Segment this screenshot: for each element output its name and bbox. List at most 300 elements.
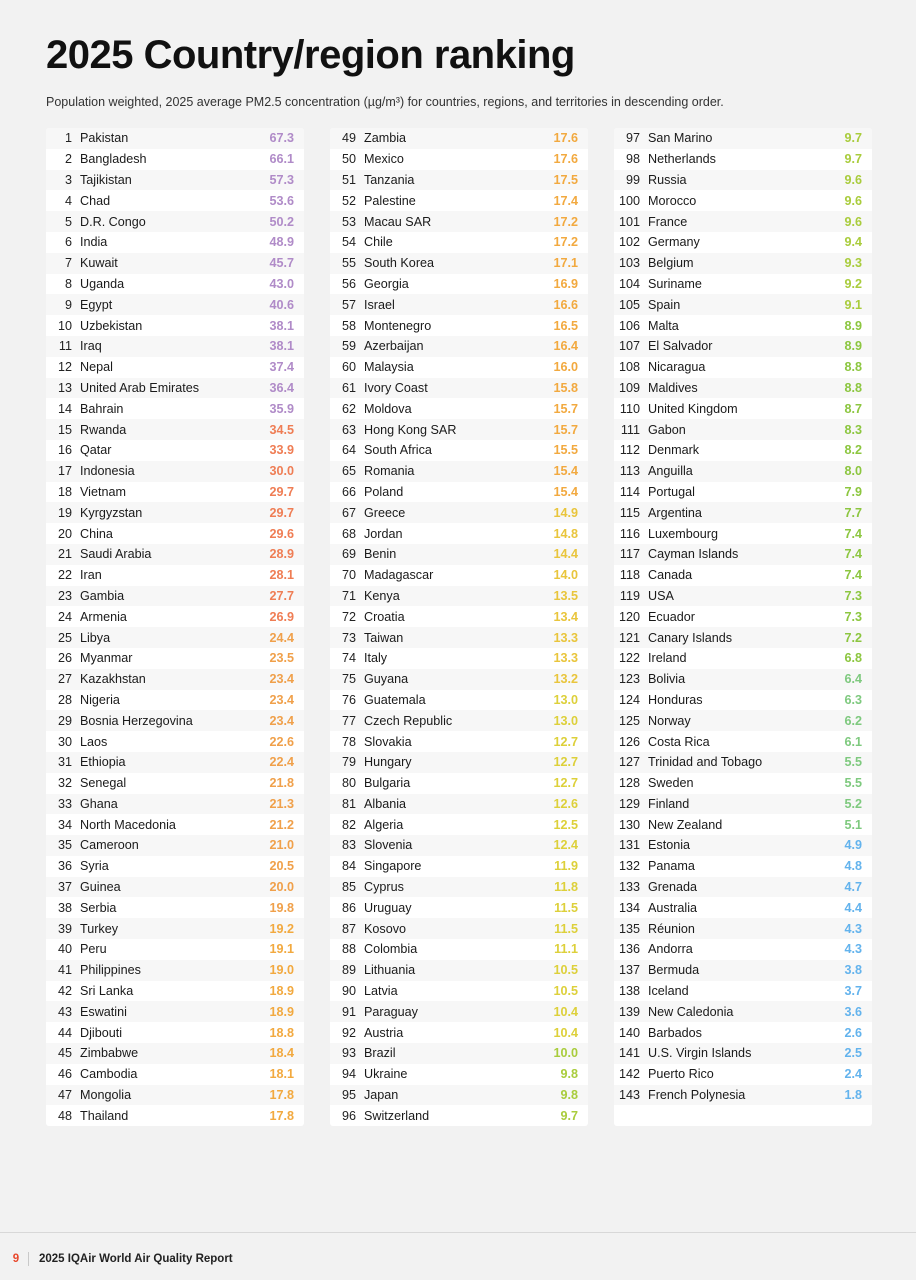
table-row bbox=[614, 398, 872, 419]
row-pm25-value: 9.6 bbox=[844, 193, 862, 208]
table-row bbox=[46, 170, 304, 191]
row-rank: 16 bbox=[57, 443, 72, 458]
row-pm25-value: 17.4 bbox=[553, 193, 578, 208]
row-pm25-value: 16.0 bbox=[553, 360, 578, 375]
row-rank: 36 bbox=[57, 859, 72, 874]
table-row bbox=[46, 877, 304, 898]
row-country-name: China bbox=[80, 526, 113, 541]
table-row bbox=[46, 211, 304, 232]
row-pm25-value: 6.2 bbox=[844, 713, 862, 728]
row-rank: 71 bbox=[341, 588, 356, 603]
row-pm25-value: 38.1 bbox=[269, 339, 294, 354]
table-row bbox=[330, 731, 588, 752]
row-pm25-value: 18.1 bbox=[269, 1067, 294, 1082]
row-pm25-value: 11.5 bbox=[554, 921, 578, 936]
row-country-name: Bahrain bbox=[80, 401, 124, 416]
table-row bbox=[46, 274, 304, 295]
row-country-name: Kyrgyzstan bbox=[80, 505, 143, 520]
row-pm25-value: 3.8 bbox=[844, 963, 862, 978]
row-rank: 114 bbox=[619, 484, 640, 499]
row-pm25-value: 6.1 bbox=[844, 734, 862, 749]
table-row bbox=[46, 939, 304, 960]
row-rank: 61 bbox=[341, 380, 356, 395]
row-pm25-value: 40.6 bbox=[269, 297, 294, 312]
table-row bbox=[330, 232, 588, 253]
row-rank: 111 bbox=[620, 422, 640, 437]
row-country-name: Morocco bbox=[648, 193, 697, 208]
table-row bbox=[614, 586, 872, 607]
report-name: 2025 IQAir World Air Quality Report bbox=[39, 1253, 233, 1265]
row-country-name: Georgia bbox=[364, 276, 409, 291]
row-pm25-value: 17.2 bbox=[553, 235, 578, 250]
row-rank: 134 bbox=[618, 900, 640, 915]
table-row bbox=[330, 419, 588, 440]
row-pm25-value: 17.1 bbox=[553, 256, 578, 271]
footer-divider bbox=[0, 1232, 916, 1233]
row-country-name: Uganda bbox=[80, 276, 125, 291]
table-row bbox=[330, 315, 588, 336]
row-rank: 120 bbox=[618, 609, 640, 624]
row-country-name: Finland bbox=[648, 796, 690, 811]
row-rank: 10 bbox=[57, 318, 72, 333]
table-row bbox=[614, 1085, 872, 1106]
row-rank: 94 bbox=[341, 1067, 356, 1082]
row-pm25-value: 29.6 bbox=[269, 526, 294, 541]
row-rank: 81 bbox=[341, 796, 356, 811]
row-pm25-value: 19.1 bbox=[269, 942, 294, 957]
row-rank: 26 bbox=[57, 651, 72, 666]
table-row bbox=[330, 523, 588, 544]
row-pm25-value: 4.7 bbox=[844, 880, 862, 895]
row-pm25-value: 17.6 bbox=[553, 131, 578, 146]
table-row bbox=[330, 482, 588, 503]
table-row bbox=[614, 773, 872, 794]
row-rank: 48 bbox=[57, 1108, 72, 1123]
table-row bbox=[330, 773, 588, 794]
row-pm25-value: 19.0 bbox=[269, 963, 294, 978]
row-rank: 53 bbox=[341, 214, 356, 229]
row-rank: 118 bbox=[619, 568, 640, 583]
row-pm25-value: 13.3 bbox=[553, 630, 578, 645]
row-pm25-value: 10.0 bbox=[553, 1046, 578, 1061]
row-pm25-value: 10.5 bbox=[553, 963, 578, 978]
row-rank: 73 bbox=[341, 630, 356, 645]
row-rank: 17 bbox=[57, 464, 72, 479]
table-row bbox=[614, 606, 872, 627]
row-country-name: Colombia bbox=[364, 942, 418, 957]
table-row bbox=[330, 274, 588, 295]
page-title: 2025 Country/region ranking bbox=[46, 32, 575, 77]
table-row bbox=[46, 856, 304, 877]
table-row bbox=[46, 149, 304, 170]
row-rank: 128 bbox=[618, 776, 640, 791]
row-pm25-value: 5.5 bbox=[844, 776, 862, 791]
row-country-name: USA bbox=[648, 588, 674, 603]
row-rank: 100 bbox=[618, 193, 640, 208]
row-pm25-value: 5.5 bbox=[844, 755, 862, 770]
row-country-name: Pakistan bbox=[80, 131, 129, 146]
row-rank: 18 bbox=[57, 484, 72, 499]
row-country-name: Cameroon bbox=[80, 838, 139, 853]
row-rank: 6 bbox=[64, 235, 72, 250]
table-row bbox=[614, 502, 872, 523]
row-rank: 108 bbox=[618, 360, 640, 375]
row-country-name: Brazil bbox=[364, 1046, 396, 1061]
row-rank: 32 bbox=[57, 776, 72, 791]
row-country-name: Honduras bbox=[648, 692, 703, 707]
row-pm25-value: 18.9 bbox=[269, 984, 294, 999]
row-country-name: Cambodia bbox=[80, 1067, 138, 1082]
table-row bbox=[46, 461, 304, 482]
table-row bbox=[330, 814, 588, 835]
row-country-name: Hong Kong SAR bbox=[364, 422, 457, 437]
row-country-name: Iraq bbox=[80, 339, 102, 354]
row-country-name: Israel bbox=[364, 297, 395, 312]
table-row bbox=[614, 1001, 872, 1022]
row-country-name: Ethiopia bbox=[80, 755, 126, 770]
row-pm25-value: 19.2 bbox=[269, 921, 294, 936]
row-rank: 2 bbox=[64, 152, 72, 167]
row-rank: 63 bbox=[341, 422, 356, 437]
row-country-name: Qatar bbox=[80, 443, 112, 458]
table-row bbox=[46, 502, 304, 523]
row-country-name: Cyprus bbox=[364, 880, 404, 895]
row-pm25-value: 16.5 bbox=[553, 318, 578, 333]
row-pm25-value: 8.2 bbox=[844, 443, 862, 458]
row-pm25-value: 9.7 bbox=[844, 131, 862, 146]
table-row bbox=[46, 336, 304, 357]
row-country-name: Australia bbox=[648, 900, 697, 915]
row-rank: 133 bbox=[618, 880, 640, 895]
table-row bbox=[614, 794, 872, 815]
row-pm25-value: 20.0 bbox=[269, 880, 294, 895]
page-subtitle: Population weighted, 2025 average PM2.5 concentration (µg/m³) for countries, regions, and territories in descending order. bbox=[46, 94, 724, 109]
table-row bbox=[46, 752, 304, 773]
row-country-name: Macau SAR bbox=[364, 214, 432, 229]
row-pm25-value: 13.3 bbox=[553, 651, 578, 666]
row-rank: 99 bbox=[625, 172, 640, 187]
row-pm25-value: 8.3 bbox=[844, 422, 862, 437]
table-row bbox=[46, 1064, 304, 1085]
row-rank: 43 bbox=[57, 1004, 72, 1019]
table-row bbox=[46, 1001, 304, 1022]
row-country-name: Estonia bbox=[648, 838, 691, 853]
row-pm25-value: 9.4 bbox=[844, 235, 862, 250]
row-rank: 4 bbox=[64, 193, 72, 208]
row-rank: 12 bbox=[57, 360, 72, 375]
row-pm25-value: 11.1 bbox=[554, 942, 578, 957]
table-row bbox=[330, 710, 588, 731]
row-pm25-value: 50.2 bbox=[269, 214, 294, 229]
row-pm25-value: 7.3 bbox=[844, 588, 862, 603]
row-country-name: Philippines bbox=[80, 963, 141, 978]
row-pm25-value: 13.0 bbox=[553, 692, 578, 707]
table-row bbox=[614, 648, 872, 669]
row-rank: 52 bbox=[341, 193, 356, 208]
row-rank: 101 bbox=[618, 214, 640, 229]
row-country-name: Germany bbox=[648, 235, 700, 250]
row-pm25-value: 11.9 bbox=[554, 859, 578, 874]
row-country-name: Zambia bbox=[364, 131, 406, 146]
table-row bbox=[614, 939, 872, 960]
table-row bbox=[614, 835, 872, 856]
row-country-name: Turkey bbox=[80, 921, 119, 936]
table-row bbox=[46, 315, 304, 336]
row-country-name: Ghana bbox=[80, 796, 118, 811]
row-country-name: Palestine bbox=[364, 193, 416, 208]
row-pm25-value: 3.7 bbox=[844, 984, 862, 999]
row-pm25-value: 9.7 bbox=[560, 1108, 578, 1123]
table-row bbox=[614, 918, 872, 939]
table-row bbox=[330, 897, 588, 918]
row-pm25-value: 38.1 bbox=[269, 318, 294, 333]
row-rank: 75 bbox=[341, 672, 356, 687]
row-country-name: Japan bbox=[364, 1088, 399, 1103]
row-pm25-value: 5.2 bbox=[844, 796, 862, 811]
row-rank: 112 bbox=[619, 443, 640, 458]
row-country-name: Spain bbox=[648, 297, 681, 312]
row-pm25-value: 8.8 bbox=[844, 360, 862, 375]
table-row bbox=[614, 856, 872, 877]
row-rank: 104 bbox=[618, 276, 640, 291]
row-pm25-value: 29.7 bbox=[269, 484, 294, 499]
row-rank: 126 bbox=[618, 734, 640, 749]
row-country-name: Kenya bbox=[364, 588, 400, 603]
table-row bbox=[330, 1022, 588, 1043]
row-rank: 129 bbox=[618, 796, 640, 811]
table-row bbox=[614, 357, 872, 378]
row-pm25-value: 4.3 bbox=[844, 942, 862, 957]
row-rank: 113 bbox=[619, 464, 640, 479]
row-rank: 19 bbox=[57, 505, 72, 520]
row-pm25-value: 2.4 bbox=[844, 1067, 862, 1082]
row-pm25-value: 18.9 bbox=[269, 1004, 294, 1019]
row-country-name: Tanzania bbox=[364, 172, 415, 187]
table-row bbox=[330, 1064, 588, 1085]
row-country-name: Bolivia bbox=[648, 672, 686, 687]
table-row bbox=[614, 274, 872, 295]
table-row bbox=[330, 1085, 588, 1106]
row-pm25-value: 7.4 bbox=[844, 568, 862, 583]
row-pm25-value: 15.4 bbox=[553, 484, 578, 499]
row-rank: 107 bbox=[618, 339, 640, 354]
table-row bbox=[614, 440, 872, 461]
row-pm25-value: 12.4 bbox=[553, 838, 578, 853]
table-row bbox=[330, 669, 588, 690]
row-pm25-value: 16.9 bbox=[553, 276, 578, 291]
row-rank: 79 bbox=[341, 755, 356, 770]
row-rank: 70 bbox=[341, 568, 356, 583]
row-rank: 131 bbox=[618, 838, 640, 853]
row-rank: 49 bbox=[341, 131, 356, 146]
table-row bbox=[614, 190, 872, 211]
row-country-name: Sweden bbox=[648, 776, 694, 791]
table-row bbox=[614, 523, 872, 544]
row-rank: 69 bbox=[341, 547, 356, 562]
row-rank: 35 bbox=[57, 838, 72, 853]
table-row bbox=[46, 918, 304, 939]
table-row bbox=[330, 565, 588, 586]
row-rank: 103 bbox=[618, 256, 640, 271]
row-rank: 93 bbox=[341, 1046, 356, 1061]
table-row bbox=[46, 482, 304, 503]
row-country-name: Barbados bbox=[648, 1025, 702, 1040]
row-country-name: Libya bbox=[80, 630, 111, 645]
table-row bbox=[46, 794, 304, 815]
row-country-name: Kuwait bbox=[80, 256, 118, 271]
table-row bbox=[330, 336, 588, 357]
table-row bbox=[46, 1043, 304, 1064]
row-rank: 88 bbox=[341, 942, 356, 957]
row-country-name: Laos bbox=[80, 734, 108, 749]
table-row bbox=[330, 877, 588, 898]
table-row bbox=[46, 669, 304, 690]
table-row bbox=[330, 794, 588, 815]
table-row bbox=[614, 752, 872, 773]
table-row bbox=[46, 253, 304, 274]
row-country-name: Chad bbox=[80, 193, 111, 208]
table-row bbox=[614, 1064, 872, 1085]
table-row bbox=[46, 544, 304, 565]
row-pm25-value: 19.8 bbox=[269, 900, 294, 915]
row-country-name: Sri Lanka bbox=[80, 984, 134, 999]
row-country-name: Norway bbox=[648, 713, 691, 728]
row-pm25-value: 36.4 bbox=[269, 380, 294, 395]
row-rank: 117 bbox=[619, 547, 640, 562]
row-rank: 89 bbox=[341, 963, 356, 978]
row-rank: 115 bbox=[619, 505, 640, 520]
table-row bbox=[46, 731, 304, 752]
row-rank: 110 bbox=[619, 401, 640, 416]
row-pm25-value: 20.5 bbox=[269, 859, 294, 874]
ranking-column-2 bbox=[330, 128, 588, 1126]
row-pm25-value: 9.8 bbox=[560, 1088, 578, 1103]
row-rank: 22 bbox=[57, 568, 72, 583]
row-pm25-value: 8.0 bbox=[844, 464, 862, 479]
row-country-name: French Polynesia bbox=[648, 1088, 746, 1103]
row-rank: 24 bbox=[57, 609, 72, 624]
table-row bbox=[46, 981, 304, 1002]
ranking-columns bbox=[46, 128, 872, 1126]
row-country-name: Argentina bbox=[648, 505, 702, 520]
row-rank: 84 bbox=[341, 859, 356, 874]
row-rank: 74 bbox=[341, 651, 356, 666]
row-country-name: Benin bbox=[364, 547, 397, 562]
table-row bbox=[330, 752, 588, 773]
row-rank: 67 bbox=[341, 505, 356, 520]
row-rank: 97 bbox=[625, 131, 640, 146]
table-row bbox=[330, 128, 588, 149]
row-rank: 31 bbox=[57, 755, 72, 770]
row-rank: 56 bbox=[341, 276, 356, 291]
page-number: 9 bbox=[12, 1253, 20, 1265]
row-country-name: Zimbabwe bbox=[80, 1046, 139, 1061]
row-rank: 132 bbox=[618, 859, 640, 874]
row-rank: 91 bbox=[341, 1004, 356, 1019]
table-row bbox=[330, 190, 588, 211]
row-country-name: Kazakhstan bbox=[80, 672, 146, 687]
row-country-name: Malta bbox=[648, 318, 679, 333]
table-row bbox=[330, 211, 588, 232]
row-rank: 116 bbox=[619, 526, 640, 541]
table-row bbox=[46, 523, 304, 544]
table-row bbox=[46, 814, 304, 835]
row-rank: 109 bbox=[618, 380, 640, 395]
row-country-name: Madagascar bbox=[364, 568, 434, 583]
row-rank: 37 bbox=[57, 880, 72, 895]
table-row bbox=[330, 398, 588, 419]
row-country-name: Mongolia bbox=[80, 1088, 132, 1103]
row-pm25-value: 16.6 bbox=[553, 297, 578, 312]
row-country-name: South Africa bbox=[364, 443, 432, 458]
row-country-name: Hungary bbox=[364, 755, 412, 770]
table-row bbox=[46, 440, 304, 461]
row-country-name: Ukraine bbox=[364, 1067, 408, 1082]
row-pm25-value: 13.5 bbox=[553, 588, 578, 603]
row-pm25-value: 37.4 bbox=[269, 360, 294, 375]
row-rank: 44 bbox=[57, 1025, 72, 1040]
row-pm25-value: 29.7 bbox=[269, 505, 294, 520]
row-rank: 34 bbox=[57, 817, 72, 832]
row-pm25-value: 14.4 bbox=[553, 547, 578, 562]
row-country-name: New Caledonia bbox=[648, 1004, 734, 1019]
row-rank: 90 bbox=[341, 984, 356, 999]
row-pm25-value: 23.4 bbox=[269, 672, 294, 687]
table-row bbox=[46, 897, 304, 918]
row-country-name: Romania bbox=[364, 464, 415, 479]
table-row bbox=[46, 565, 304, 586]
row-rank: 47 bbox=[57, 1088, 72, 1103]
row-rank: 82 bbox=[341, 817, 356, 832]
table-row bbox=[46, 1085, 304, 1106]
row-country-name: Andorra bbox=[648, 942, 693, 957]
row-country-name: Uruguay bbox=[364, 900, 412, 915]
table-row bbox=[330, 1105, 588, 1126]
row-country-name: Latvia bbox=[364, 984, 398, 999]
table-row bbox=[614, 294, 872, 315]
table-row bbox=[330, 544, 588, 565]
row-country-name: India bbox=[80, 235, 108, 250]
table-row bbox=[614, 482, 872, 503]
row-rank: 119 bbox=[619, 588, 640, 603]
row-country-name: Indonesia bbox=[80, 464, 135, 479]
row-country-name: Réunion bbox=[648, 921, 695, 936]
row-pm25-value: 43.0 bbox=[269, 276, 294, 291]
row-country-name: Malaysia bbox=[364, 360, 414, 375]
row-pm25-value: 15.7 bbox=[553, 401, 578, 416]
row-pm25-value: 8.9 bbox=[844, 318, 862, 333]
row-rank: 96 bbox=[341, 1108, 356, 1123]
row-country-name: El Salvador bbox=[648, 339, 713, 354]
table-row bbox=[614, 1043, 872, 1064]
row-country-name: Guinea bbox=[80, 880, 121, 895]
row-pm25-value: 6.4 bbox=[844, 672, 862, 687]
row-country-name: Syria bbox=[80, 859, 109, 874]
table-row bbox=[330, 1043, 588, 1064]
table-row bbox=[330, 1001, 588, 1022]
row-pm25-value: 67.3 bbox=[269, 131, 294, 146]
row-rank: 66 bbox=[341, 484, 356, 499]
row-rank: 33 bbox=[57, 796, 72, 811]
row-rank: 105 bbox=[618, 297, 640, 312]
row-country-name: Ivory Coast bbox=[364, 380, 428, 395]
table-row bbox=[46, 232, 304, 253]
table-row bbox=[330, 357, 588, 378]
row-pm25-value: 23.5 bbox=[269, 651, 294, 666]
table-row bbox=[330, 856, 588, 877]
row-country-name: Tajikistan bbox=[80, 172, 132, 187]
row-rank: 5 bbox=[64, 214, 72, 229]
